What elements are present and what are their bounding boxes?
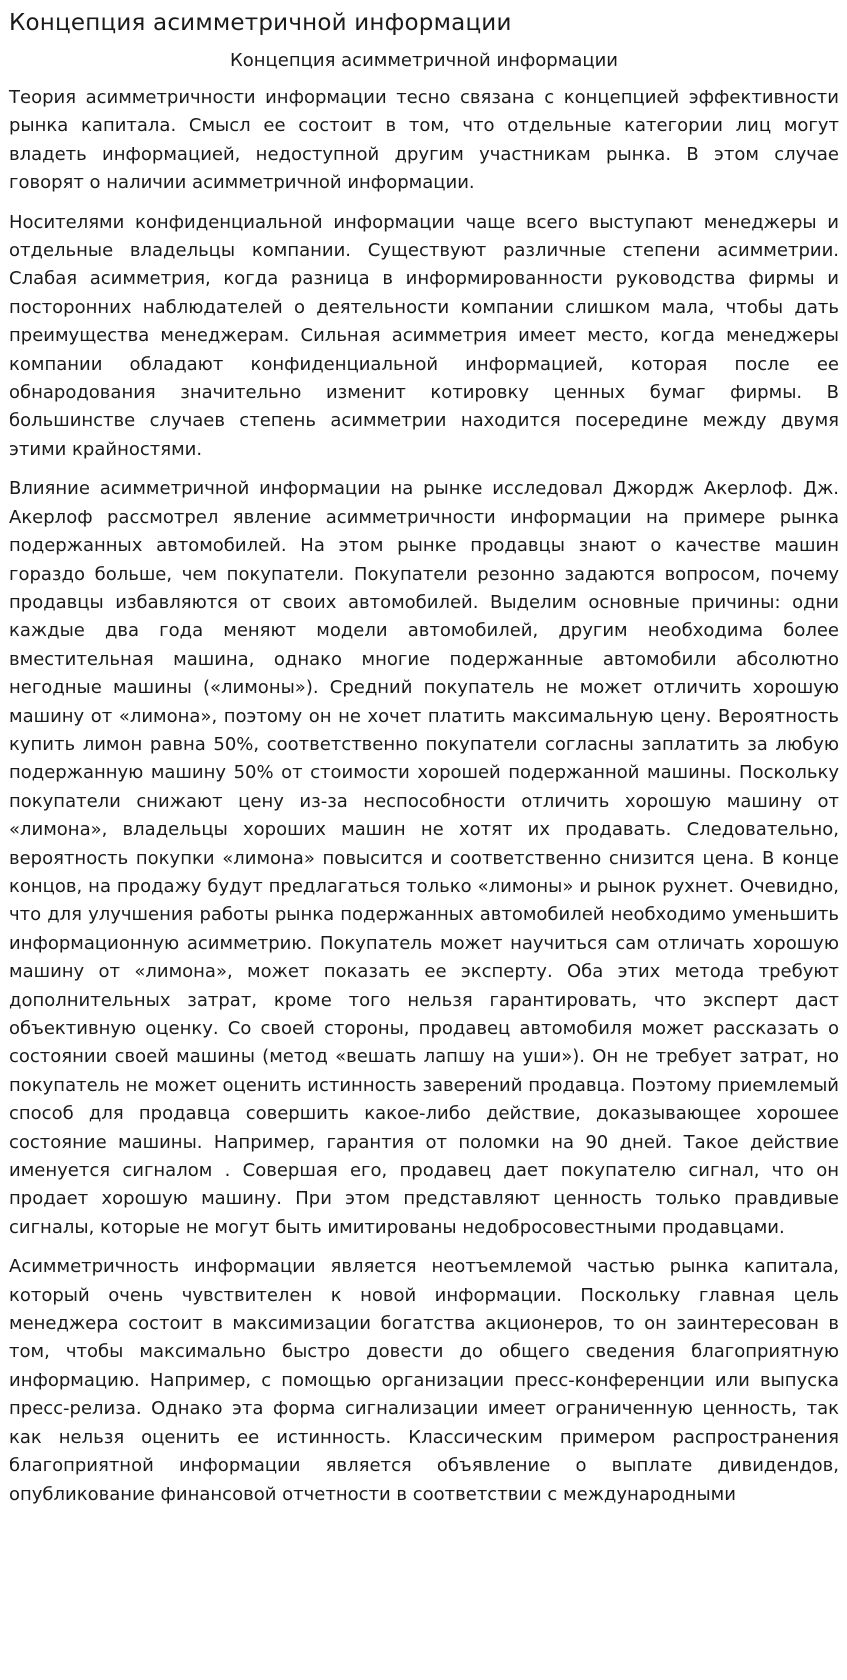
paragraph-2: Носителями конфиденциальной информации чаще всего выступают менеджеры и отдельные владельцы компании. Существуют различные степени асимметрии. Слабая асимметрия, когда разница в информированности руководства фирмы и посторонних наблюдателей о деятельности компании слишком мала, чтобы дать преимущества менеджерам. Сильная асимметрия имеет место, когда менеджеры компании обладают конфиденциальной информацией, которая после ее обнародования значительно изменит котировку ценных бумаг фирмы. В большинстве случаев степень асимметрии находится посередине между двумя этими крайностями. (9, 211, 839, 460)
paragraph-3: Влияние асимметричной информации на рынке исследовал Джордж Акерлоф. Дж. Акерлоф рассмотрел явление асимметричности информации на примере рынка подержанных автомобилей. На этом рынке продавцы знают о качестве машин гораздо больше, чем покупатели. Покупатели резонно задаются вопросом, почему продавцы избавляются от своих автомобилей. Выделим основные причины: одни каждые два года меняют модели автомобилей, другим необходима более вместительная машина, однако многие подержанные автомобили абсолютно негодные машины («лимоны»). Средний покупатель не может отличить хорошую машину от «лимона», поэтому он не хочет платить максимальную цену. Вероятность купить лимон равна 50%, соответственно покупатели согласны заплатить за любую подержанную машину 50% от стоимости хорошей подержанной машины. Поскольку покупатели снижают цену из-за неспособности отличить хорошую машину от «лимона», владельцы хороших машин не хотят их продавать. Следовательно, вероятность покупки «лимона» повысится и соответственно снизится цена. В конце концов, на продажу будут предлагаться только «лимоны» и рынок рухнет. Очевидно, что для улучшения работы рынка подержанных автомобилей необходимо уменьшить информационную асимметрию. Покупатель может научиться сам отличать хорошую машину от «лимона», может показать ее эксперту. Оба этих метода требуют дополнительных затрат, кроме того нельзя гарантировать, что эксперт даст объективную оценку. Со своей стороны, продавец автомобиля может рассказать о состоянии своей машины (метод «вешать лапшу на уши»). Он не требует затрат, но покупатель не может оценить истинность заверений продавца. Поэтому приемлемый способ для продавца совершить какое-либо действие, доказывающее хорошее состояние машины. Например, гарантия от поломки на 90 дней. Такое действие именуется сигналом . Совершая его, продавец дает покупателю сигнал, что он продает хорошую машину. При этом представляют ценность только правдивые сигналы, которые не могут быть имитированы недобросовестными продавцами. (9, 478, 839, 1238)
paragraph-4: Асимметричность информации является неотъемлемой частью рынка капитала, который очень чувствителен к новой информации. Поскольку главная цель менеджера состоит в максимизации богатства акционеров, то он заинтересован в том, чтобы максимально быстро довести до общего сведения благоприятную информацию. Например, с помощью организации пресс-конференции или выпуска пресс-релиза. Однако эта форма сигнализации имеет ограниченную ценность, так как нельзя оценить ее истинность. Классическим примером распространения благоприятной информации является объявление о выплате дивидендов, опубликование финансовой отчетности в соответствии с международными (9, 1256, 839, 1505)
page-title: Концепция асимметричной информации (9, 10, 512, 36)
document-subtitle: Концепция асимметричной информации (229, 50, 618, 71)
paragraph-1: Теория асимметричности информации тесно связана с концепцией эффективности рынка капитала. Смысл ее состоит в том, что отдельные категории лиц могут владеть информацией, недоступной другим участникам рынка. В этом случае говорят о наличии асимметричной информации. (9, 87, 839, 194)
